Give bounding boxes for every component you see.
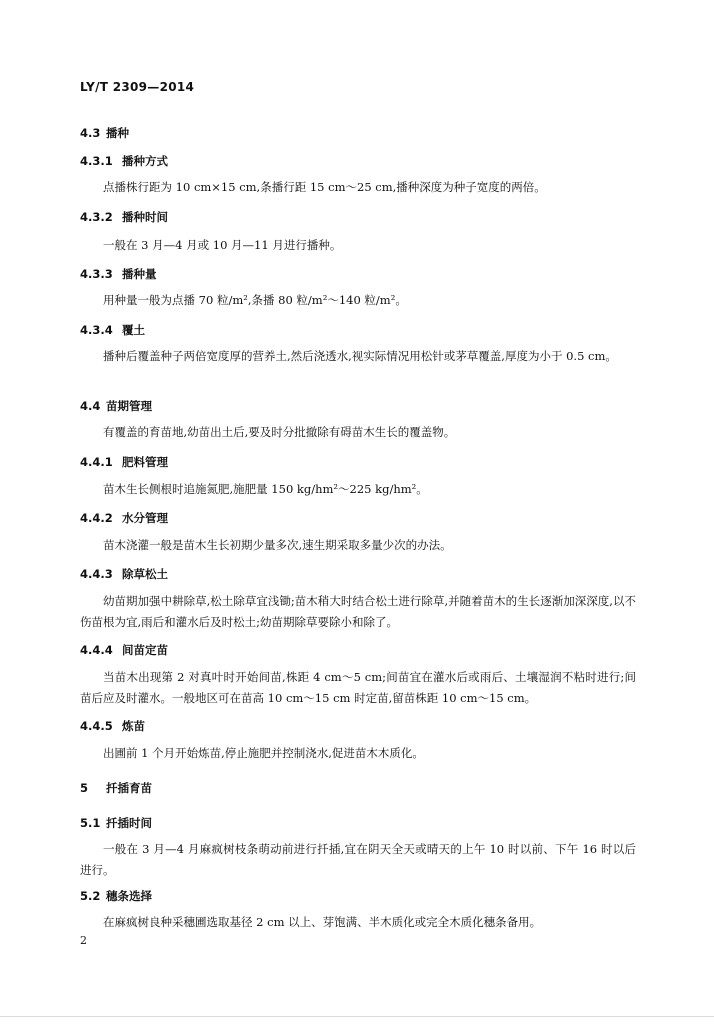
section-number: 5	[80, 781, 89, 795]
section-title: 播种量	[122, 267, 157, 281]
section-title: 穗条选择	[106, 889, 152, 903]
section-number: 5.1	[80, 816, 101, 830]
section-title: 扦插时间	[106, 816, 152, 830]
standard-code: LY/T 2309—2014	[80, 80, 195, 94]
section-number: 4.3.1	[80, 154, 113, 168]
section-number: 4.3.3	[80, 267, 113, 281]
section-number: 4.4	[80, 399, 101, 413]
paragraph: 苗木浇灌一般是苗木生长初期少量多次,速生期采取多量少次的办法。	[103, 538, 452, 552]
paragraph: 苗木生长侧根时追施氮肥,施肥量 150 kg/hm²～225 kg/hm²。	[103, 482, 428, 496]
paragraph: 点播株行距为 10 cm×15 cm,条播行距 15 cm～25 cm,播种深度为种子宽度的两倍。	[103, 180, 546, 194]
paragraph: 有覆盖的育苗地,幼苗出土后,要及时分批撤除有碍苗木生长的覆盖物。	[103, 425, 456, 439]
section-number: 4.4.3	[80, 567, 113, 581]
section-heading	[80, 322, 145, 338]
section-title: 水分管理	[122, 511, 168, 525]
paragraph: 一般在 3 月—4 月麻疯树枝条萌动前进行扦插,宜在阴天全天或晴天的上午 10 时以前、下午 16 时以后进行。	[80, 842, 636, 877]
paragraph: 在麻疯树良种采穗圃选取基径 2 cm 以上、芽饱满、半木质化或完全木质化穗条备用。	[103, 915, 542, 929]
section-number: 5.2	[80, 889, 101, 903]
section-title: 播种时间	[122, 210, 168, 224]
section-title: 肥料管理	[122, 455, 168, 469]
section-number: 4.4.4	[80, 643, 113, 657]
section-heading	[80, 209, 168, 225]
paragraph: 当苗木出现第 2 对真叶时开始间苗,株距 4 cm～5 cm;间苗宜在灌水后或雨后、土壤湿润不粘时进行;间苗后应及时灌水。一般地区可在苗高 10 cm～15 cm 时定苗,留苗株距 10 cm～15 cm。	[80, 670, 636, 705]
section-heading	[80, 642, 168, 658]
section-number: 4.3.4	[80, 323, 113, 337]
section-heading	[80, 454, 168, 470]
section-title: 覆土	[122, 323, 145, 337]
section-heading	[80, 566, 168, 582]
section-number: 4.4.2	[80, 511, 113, 525]
section-number: 4.4.5	[80, 719, 113, 733]
section-title: 炼苗	[122, 719, 145, 733]
section-heading	[80, 510, 168, 526]
paragraph: 出圃前 1 个月开始炼苗,停止施肥并控制浇水,促进苗木木质化。	[103, 746, 424, 760]
section-heading	[80, 718, 145, 734]
section-heading	[80, 780, 152, 796]
section-title: 扦插育苗	[106, 781, 152, 795]
section-heading	[80, 153, 168, 169]
page-edge-divider	[0, 1016, 714, 1017]
paragraph: 播种后覆盖种子两倍宽度厚的营养土,然后浇透水,视实际情况用松针或茅草覆盖,厚度为小于 0.5 cm。	[103, 349, 617, 363]
paragraph: 一般在 3 月—4 月或 10 月—11 月进行播种。	[103, 238, 342, 252]
section-heading	[80, 888, 152, 904]
section-number: 4.4.1	[80, 455, 113, 469]
section-title: 播种	[106, 126, 129, 140]
section-heading	[80, 398, 152, 414]
section-heading	[80, 125, 129, 141]
section-title: 苗期管理	[106, 399, 152, 413]
section-title: 播种方式	[122, 154, 168, 168]
section-number: 4.3.2	[80, 210, 113, 224]
paragraph: 幼苗期加强中耕除草,松土除草宜浅锄;苗木稍大时结合松土进行除草,并随着苗木的生长逐渐加深深度,以不伤苗根为宜,雨后和灌水后及时松土;幼苗期除草要除小和除了。	[80, 594, 636, 629]
section-title: 间苗定苗	[122, 643, 168, 657]
section-heading	[80, 266, 157, 282]
section-heading	[80, 815, 152, 831]
paragraph: 用种量一般为点播 70 粒/m²,条播 80 粒/m²～140 粒/m²。	[103, 293, 407, 307]
section-title: 除草松土	[122, 567, 168, 581]
page-number: 2	[80, 934, 87, 947]
section-number: 4.3	[80, 126, 101, 140]
